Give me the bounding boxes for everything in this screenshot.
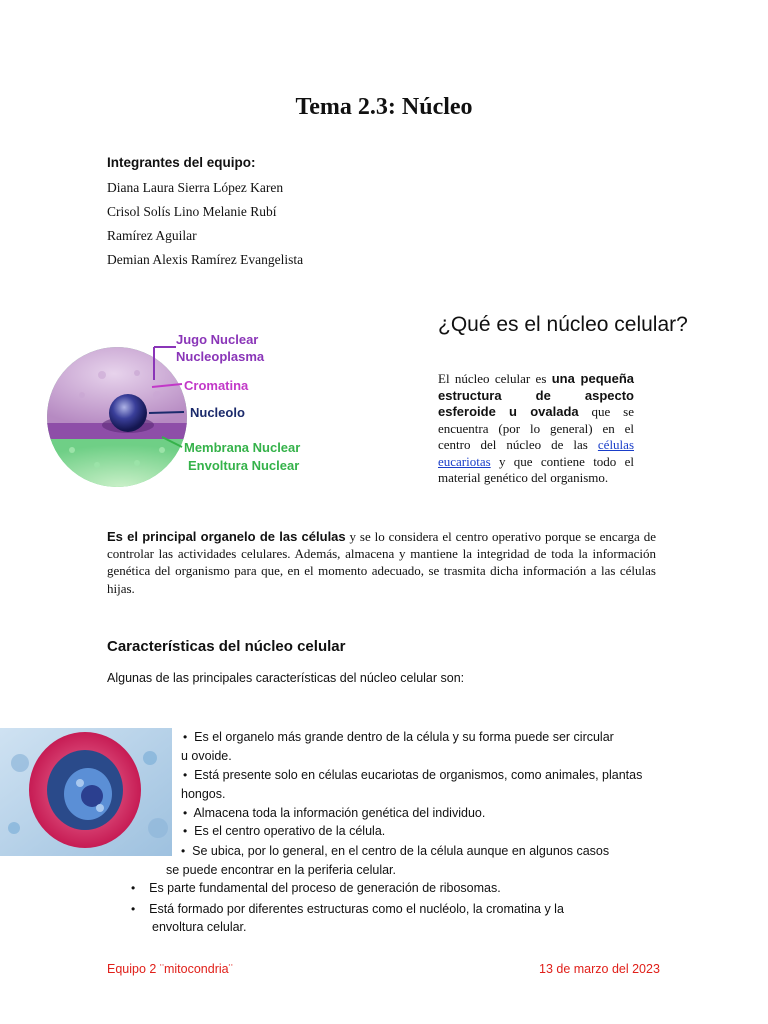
label-cromatina: Cromatina [184,378,249,393]
footer-team: Equipo 2 ¨mitocondria¨ [107,962,233,976]
label-membrana-nuclear: Membrana Nuclear [184,440,301,455]
list-item: • Es el centro operativo de la célula. [183,824,386,838]
label-jugo-nuclear: Jugo Nuclear [176,332,259,347]
question-bold: una pequeña estructura de aspecto esferoide u ovalada [438,371,634,419]
label-nucleolo: Nucleolo [190,405,245,420]
label-nucleoplasma: Nucleoplasma [176,349,265,364]
list-item: • Se ubica, por lo general, en el centro de la célula aunque en algunos casos [181,844,610,858]
nucleus-sphere [42,345,202,499]
page-title: Tema 2.3: Núcleo [295,94,473,120]
list-item-continuation: hongos. [181,787,226,801]
list-item: • Almacena toda la información genética del individuo. [183,806,486,820]
eukaryotic-cells-link[interactable]: células eucariotas [438,437,634,469]
nucleus-diagram [42,325,342,510]
list-item: • Es el organelo más grande dentro de la célula y su forma puede ser circular [183,730,614,744]
footer-date: 13 de marzo del 2023 [539,962,660,976]
list-item: • Está presente solo en células eucariotas de organismos, como animales, plantas [183,768,643,782]
team-member: Crisol Solís Lino Melanie Rubí [107,204,277,219]
list-item-continuation: envoltura celular. [152,920,247,934]
section-heading: Características del núcleo celular [107,638,346,655]
label-envoltura-nuclear: Envoltura Nuclear [188,458,300,473]
nucleolus [109,394,147,432]
team-member: Diana Laura Sierra López Karen [107,180,284,195]
question-body: El núcleo celular es una pequeña estructura de aspecto esferoide u ovalada que se encuentra (por lo general) en el centro del núcleo de las células eucariotas y que contiene todo el material genético del organismo. [438,371,634,485]
team-member: Demian Alexis Ramírez Evangelista [107,252,304,267]
list-item-continuation: se puede encontrar en la periferia celular. [166,863,397,877]
list-item: • Está formado por diferentes estructuras como el nucléolo, la cromatina y la [131,902,564,916]
section-intro: Algunas de las principales características del núcleo celular son: [107,671,465,685]
paragraph-bold: Es el principal organelo de las células [107,529,346,544]
list-item: • Es parte fundamental del proceso de generación de ribosomas. [131,881,501,895]
list-item-continuation: u ovoide. [181,749,232,763]
main-paragraph: Es el principal organelo de las células y se lo considera el centro operativo porque se encarga de controlar las actividades celulares. Además, almacena y mantiene la integridad de toda la información genética del organismo para que, en el momento adecuado, se trasmita dicha información a las células hijas. [107,529,656,596]
team-member: Ramírez Aguilar [107,228,197,243]
team-label: Integrantes del equipo: [107,155,256,170]
cell-illustration [0,728,172,856]
question-heading: ¿Qué es el núcleo celular? [438,313,688,336]
